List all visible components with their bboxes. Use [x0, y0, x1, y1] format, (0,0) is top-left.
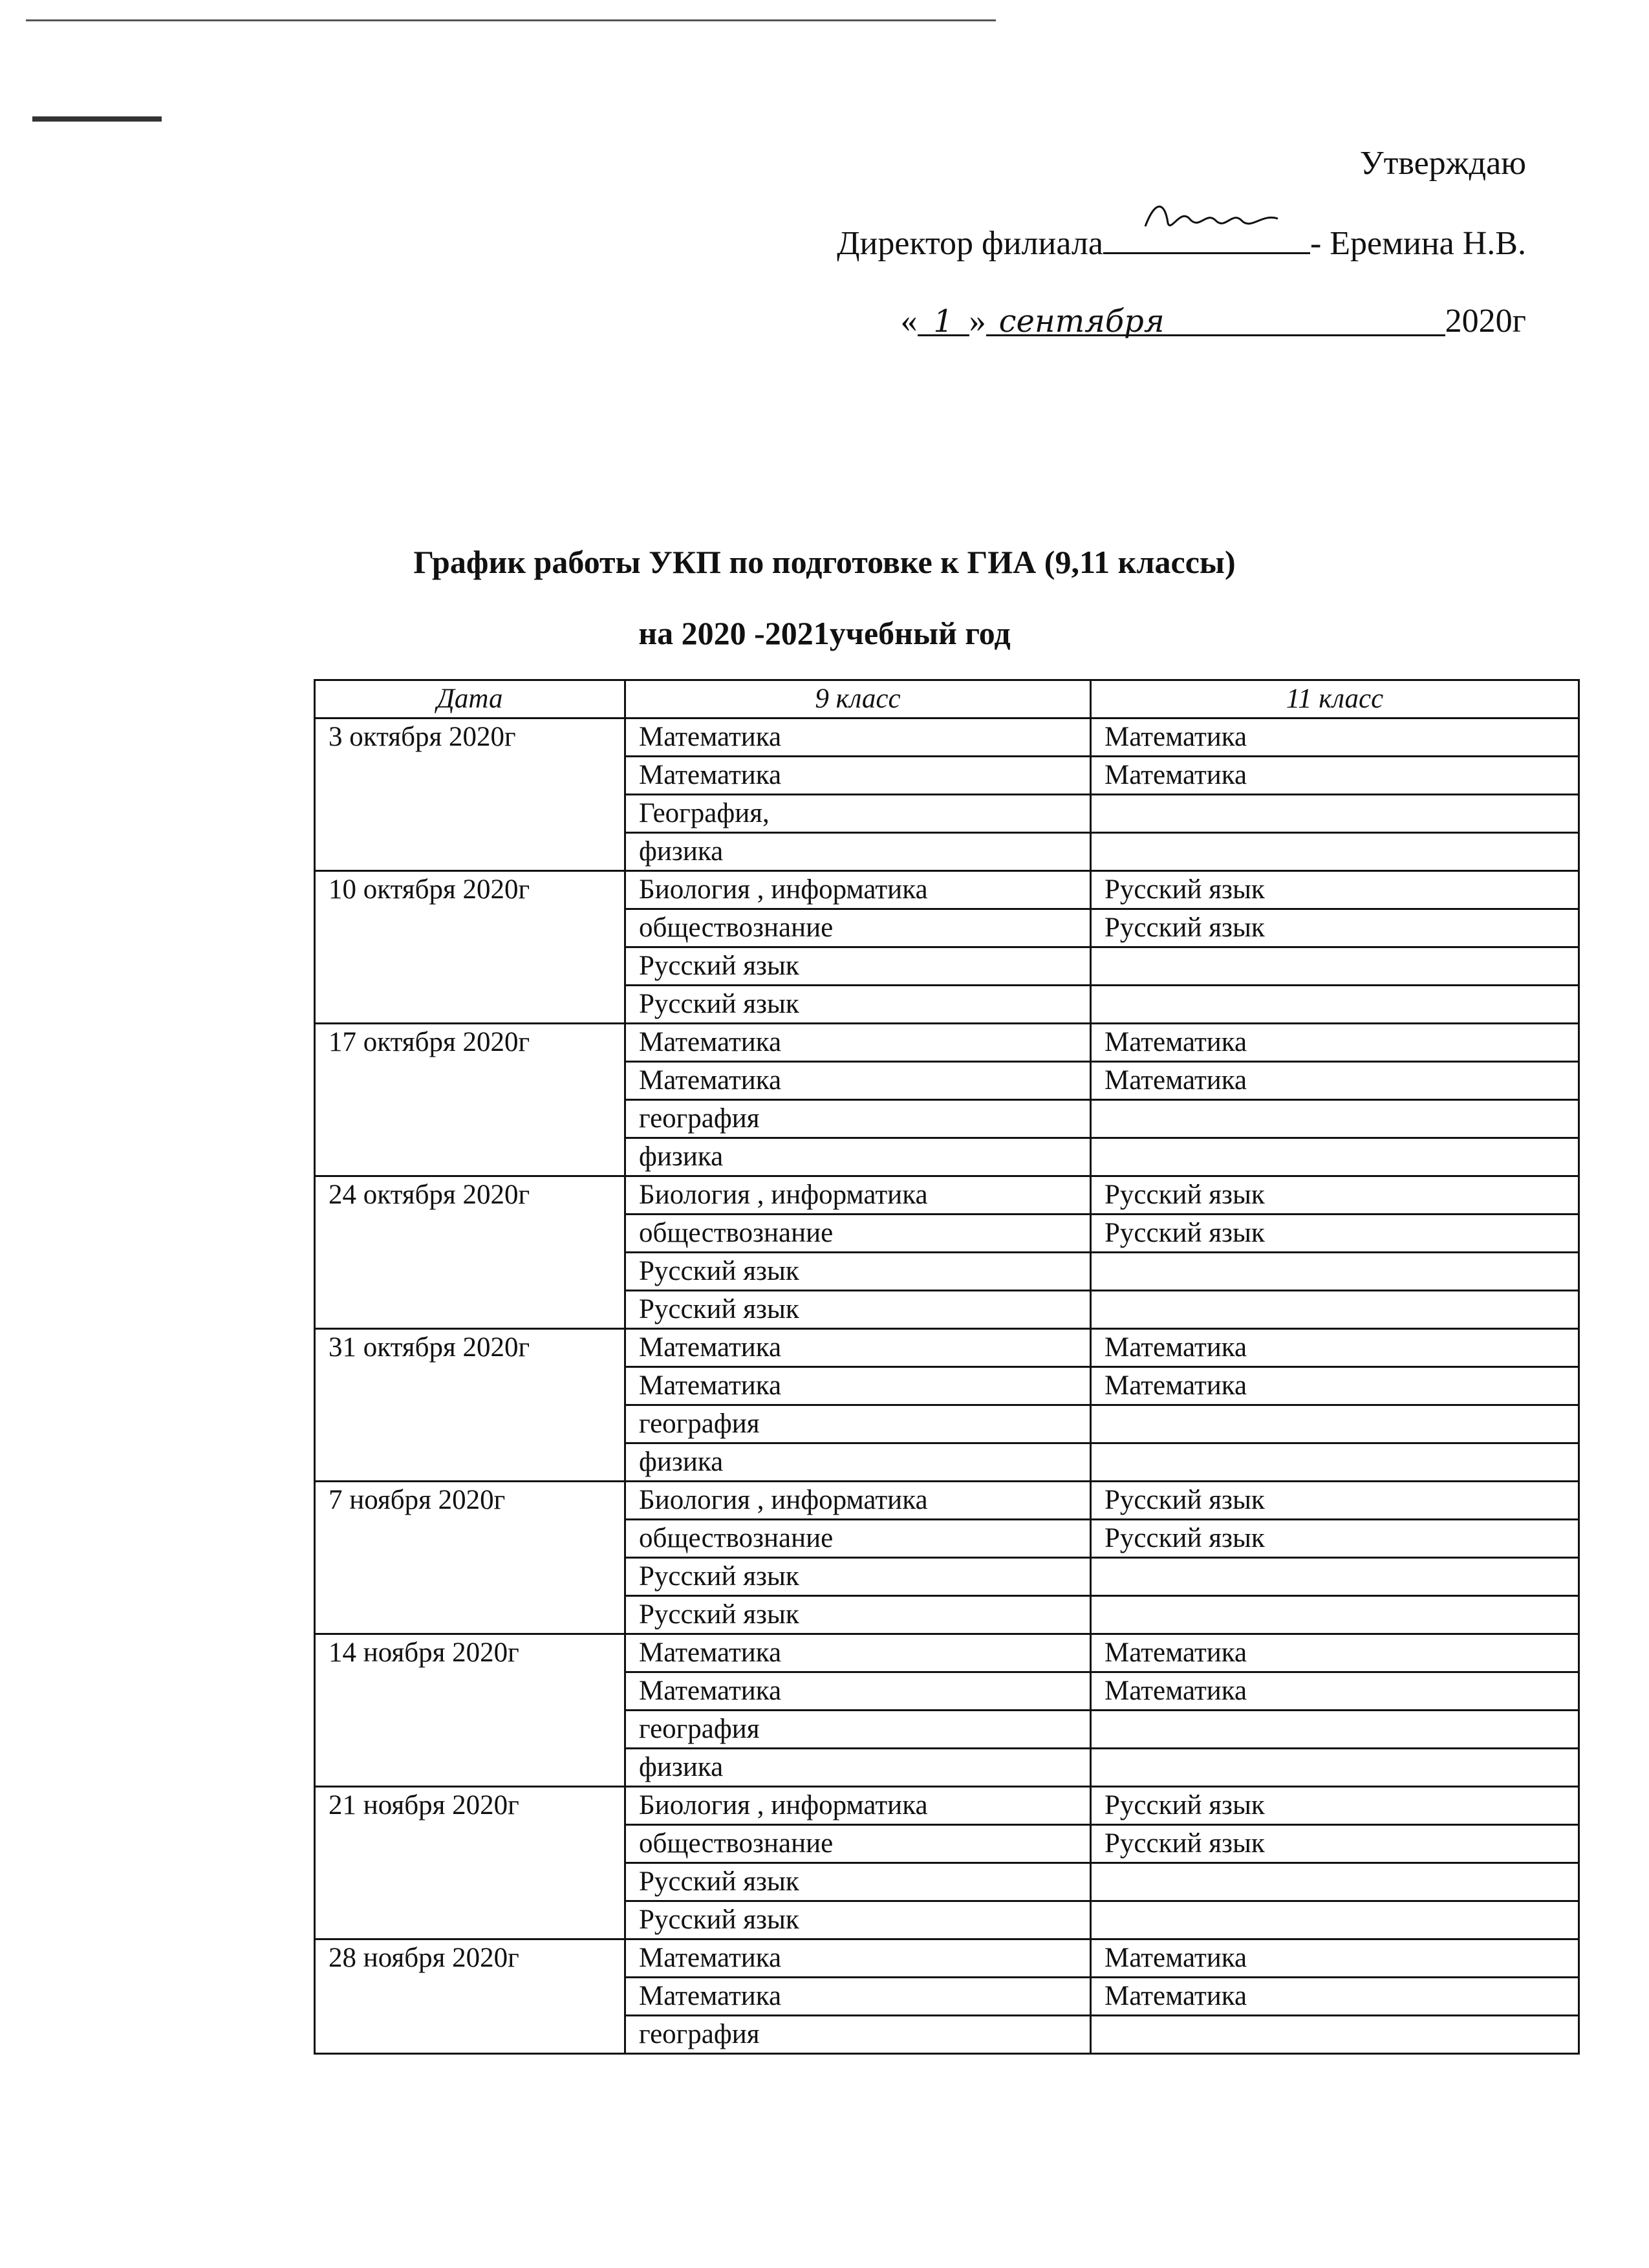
- grade-9-subject: Математика: [625, 1329, 1091, 1367]
- table-row: [315, 871, 1579, 909]
- grade-9-subject: Русский язык: [625, 1253, 1091, 1291]
- table-row: [315, 1329, 1579, 1367]
- grade-9-subject: физика: [625, 1443, 1091, 1482]
- grade-9-subject: физика: [625, 1749, 1091, 1787]
- grade-11-subject: Математика: [1091, 1672, 1579, 1711]
- grade-11-subject: Математика: [1091, 1329, 1579, 1367]
- date-day: 1: [918, 302, 969, 336]
- grade-9-subject: обществознание: [625, 1215, 1091, 1253]
- date-cell: 3 октября 2020г: [315, 718, 625, 871]
- table-row: [315, 1482, 1579, 1520]
- grade-11-subject: Математика: [1091, 1634, 1579, 1672]
- director-name: Еремина Н.В.: [1330, 225, 1526, 262]
- date-cell: 14 ноября 2020г: [315, 1634, 625, 1787]
- table-row: [315, 1024, 1579, 1062]
- director-line: Директор филиала - Еремина Н.В.: [837, 220, 1526, 265]
- date-cell: 28 ноября 2020г: [315, 1939, 625, 2054]
- header-date: Дата: [315, 680, 625, 718]
- grade-9-subject: Математика: [625, 718, 1091, 757]
- grade-9-subject: Биология , информатика: [625, 1176, 1091, 1215]
- grade-9-subject: Русский язык: [625, 947, 1091, 986]
- grade-11-subject: Русский язык: [1091, 871, 1579, 909]
- grade-11-subject: [1091, 833, 1579, 871]
- grade-11-subject: Математика: [1091, 1024, 1579, 1062]
- table-header-row: [315, 680, 1579, 718]
- date-cell: 17 октября 2020г: [315, 1024, 625, 1176]
- grade-11-subject: [1091, 947, 1579, 986]
- grade-9-subject: Русский язык: [625, 1863, 1091, 1901]
- grade-11-subject: [1091, 1253, 1579, 1291]
- grade-11-subject: Математика: [1091, 757, 1579, 795]
- grade-11-subject: [1091, 1100, 1579, 1138]
- grade-11-subject: Математика: [1091, 1939, 1579, 1978]
- grade-9-subject: обществознание: [625, 909, 1091, 947]
- grade-11-subject: Русский язык: [1091, 1520, 1579, 1558]
- grade-11-subject: [1091, 1405, 1579, 1443]
- grade-9-subject: физика: [625, 833, 1091, 871]
- position-label: Директор филиала: [837, 225, 1103, 262]
- header-grade-11: 11 класс: [1091, 680, 1579, 718]
- grade-9-subject: география: [625, 1100, 1091, 1138]
- date-cell: 31 октября 2020г: [315, 1329, 625, 1482]
- grade-11-subject: Математика: [1091, 1367, 1579, 1405]
- grade-11-subject: [1091, 1749, 1579, 1787]
- grade-11-subject: [1091, 1443, 1579, 1482]
- grade-9-subject: Математика: [625, 1978, 1091, 2016]
- grade-11-subject: Математика: [1091, 718, 1579, 757]
- grade-9-subject: Биология , информатика: [625, 871, 1091, 909]
- table-row: [315, 1787, 1579, 1825]
- grade-11-subject: Русский язык: [1091, 909, 1579, 947]
- grade-9-subject: Математика: [625, 1024, 1091, 1062]
- grade-9-subject: Математика: [625, 1634, 1091, 1672]
- table-row: [315, 718, 1579, 757]
- grade-9-subject: география: [625, 2016, 1091, 2054]
- grade-11-subject: [1091, 1863, 1579, 1901]
- table-row: [315, 1634, 1579, 1672]
- document-title: График работы УКП по подготовке к ГИА (9,11 классы): [413, 544, 1236, 580]
- approval-date: « 1 » сентября 2020г: [900, 303, 1526, 340]
- grade-11-subject: [1091, 2016, 1579, 2054]
- grade-9-subject: Математика: [625, 1939, 1091, 1978]
- approval-block: [837, 142, 1526, 378]
- grade-11-subject: Русский язык: [1091, 1787, 1579, 1825]
- date-cell: 24 октября 2020г: [315, 1176, 625, 1329]
- grade-11-subject: [1091, 986, 1579, 1024]
- date-cell: 21 ноября 2020г: [315, 1787, 625, 1939]
- scan-edge: [26, 19, 996, 21]
- grade-9-subject: Математика: [625, 1672, 1091, 1711]
- grade-11-subject: [1091, 1291, 1579, 1329]
- grade-9-subject: Математика: [625, 1062, 1091, 1100]
- date-cell: 7 ноября 2020г: [315, 1482, 625, 1634]
- approve-word: Утверждаю: [1359, 145, 1526, 182]
- date-year: 2020г: [1445, 303, 1526, 340]
- grade-9-subject: география: [625, 1711, 1091, 1749]
- date-month: сентября: [986, 302, 1445, 336]
- grade-9-subject: география: [625, 1405, 1091, 1443]
- grade-9-subject: Биология , информатика: [625, 1787, 1091, 1825]
- grade-9-subject: Русский язык: [625, 1596, 1091, 1634]
- grade-11-subject: [1091, 1711, 1579, 1749]
- grade-11-subject: [1091, 1558, 1579, 1596]
- grade-9-subject: Биология , информатика: [625, 1482, 1091, 1520]
- table-row: [315, 1939, 1579, 1978]
- schedule-table: [314, 679, 1580, 2055]
- header-grade-9: 9 класс: [625, 680, 1091, 718]
- grade-11-subject: [1091, 1901, 1579, 1939]
- grade-11-subject: Русский язык: [1091, 1825, 1579, 1863]
- grade-9-subject: Русский язык: [625, 1901, 1091, 1939]
- document-subtitle: на 2020 -2021учебный год: [638, 615, 1011, 651]
- grade-9-subject: обществознание: [625, 1825, 1091, 1863]
- grade-11-subject: [1091, 1596, 1579, 1634]
- grade-11-subject: Русский язык: [1091, 1215, 1579, 1253]
- grade-9-subject: физика: [625, 1138, 1091, 1176]
- scan-mark: [32, 116, 162, 122]
- table-row: [315, 1176, 1579, 1215]
- grade-9-subject: Русский язык: [625, 1291, 1091, 1329]
- grade-9-subject: Русский язык: [625, 986, 1091, 1024]
- grade-11-subject: Математика: [1091, 1062, 1579, 1100]
- grade-11-subject: [1091, 1138, 1579, 1176]
- signature: [1103, 220, 1310, 254]
- grade-9-subject: обществознание: [625, 1520, 1091, 1558]
- grade-11-subject: [1091, 795, 1579, 833]
- grade-11-subject: Русский язык: [1091, 1176, 1579, 1215]
- date-cell: 10 октября 2020г: [315, 871, 625, 1024]
- grade-11-subject: Математика: [1091, 1978, 1579, 2016]
- grade-9-subject: География,: [625, 795, 1091, 833]
- grade-9-subject: Математика: [625, 757, 1091, 795]
- grade-11-subject: Русский язык: [1091, 1482, 1579, 1520]
- grade-9-subject: Математика: [625, 1367, 1091, 1405]
- grade-9-subject: Русский язык: [625, 1558, 1091, 1596]
